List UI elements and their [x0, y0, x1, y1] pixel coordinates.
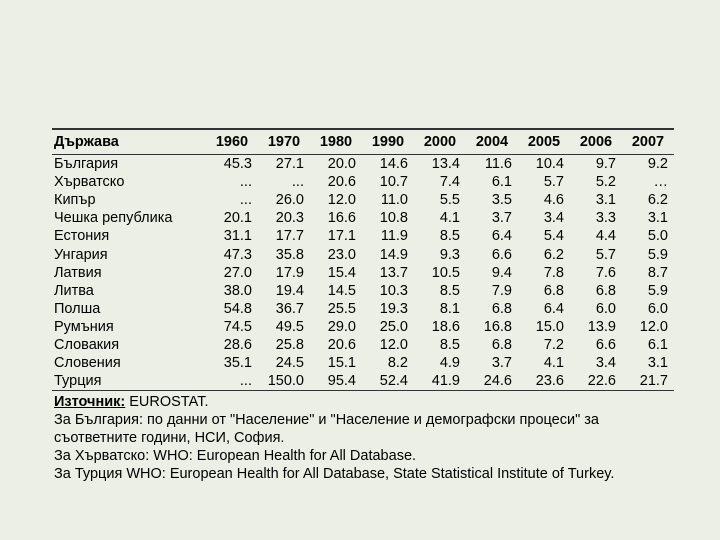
country-cell: Румъния — [54, 318, 114, 335]
value-cell: 8.7 — [647, 264, 668, 281]
value-cell: 11.9 — [380, 228, 408, 245]
value-cell: 24.6 — [483, 373, 512, 390]
value-cell: 45.3 — [223, 156, 252, 173]
value-cell: 24.5 — [275, 355, 304, 372]
value-cell: 6.1 — [647, 336, 668, 353]
value-cell: 5.4 — [543, 228, 564, 245]
value-cell: 3.1 — [647, 210, 668, 227]
table-row — [52, 245, 674, 263]
value-cell: 6.4 — [491, 228, 512, 245]
table-row — [52, 227, 674, 245]
value-cell: 17.9 — [275, 264, 304, 281]
value-cell: 10.5 — [431, 264, 460, 281]
header-year: 1980 — [319, 134, 353, 150]
value-cell: 8.2 — [387, 355, 408, 372]
value-cell: 18.6 — [431, 318, 460, 335]
value-cell: ... — [239, 192, 252, 209]
value-cell: 31.1 — [223, 228, 252, 245]
value-cell: 12.0 — [327, 192, 356, 209]
value-cell: 10.7 — [379, 174, 408, 191]
value-cell: 6.0 — [595, 300, 616, 317]
value-cell: 22.6 — [587, 373, 616, 390]
value-cell: 3.1 — [647, 355, 668, 372]
value-cell: 28.6 — [223, 336, 252, 353]
value-cell: 10.8 — [379, 210, 408, 227]
value-cell: 20.6 — [327, 336, 356, 353]
source-label: Източник: — [54, 394, 126, 411]
table-row — [52, 300, 674, 318]
value-cell: 20.6 — [327, 174, 356, 191]
value-cell: 3.7 — [491, 355, 512, 372]
value-cell: 6.1 — [491, 174, 512, 191]
value-cell: 3.5 — [491, 192, 512, 209]
value-cell: 8.1 — [439, 300, 460, 317]
value-cell: 21.7 — [639, 373, 668, 390]
table-row — [52, 155, 674, 174]
value-cell: 20.0 — [327, 156, 356, 173]
value-cell: 29.0 — [327, 318, 356, 335]
header-year: 2005 — [527, 134, 561, 150]
value-cell: 49.5 — [275, 318, 304, 335]
value-cell: 6.2 — [543, 246, 564, 263]
country-cell: Кипър — [54, 192, 96, 209]
source-text: EUROSTAT. — [125, 394, 209, 411]
value-cell: 16.6 — [327, 210, 356, 227]
value-cell: 4.9 — [439, 355, 460, 372]
value-cell: 7.4 — [439, 174, 460, 191]
value-cell: 27.0 — [223, 264, 252, 281]
value-cell: 14.9 — [379, 246, 408, 263]
value-cell: 14.5 — [327, 282, 356, 299]
value-cell: ... — [239, 373, 252, 390]
data-table — [52, 128, 674, 391]
table-row — [52, 264, 674, 282]
header-year: 2006 — [579, 134, 613, 150]
value-cell: 15.0 — [535, 318, 564, 335]
value-cell: 4.1 — [439, 210, 460, 227]
value-cell: 6.8 — [491, 300, 512, 317]
country-cell: Латвия — [54, 264, 102, 281]
table-header-row — [52, 129, 674, 155]
value-cell: 17.1 — [327, 228, 356, 245]
value-cell: 74.5 — [223, 318, 252, 335]
value-cell: 6.8 — [595, 282, 616, 299]
value-cell: 3.1 — [595, 192, 616, 209]
value-cell: 6.8 — [543, 282, 564, 299]
value-cell: 19.3 — [379, 300, 408, 317]
value-cell: 7.2 — [543, 336, 564, 353]
table-row — [52, 191, 674, 209]
value-cell: 23.0 — [327, 246, 356, 263]
value-cell: 3.3 — [595, 210, 616, 227]
note-bulgaria: За България: по данни от "Население" и "Население и демографски процеси" за съответните години, НСИ, София. — [54, 412, 599, 447]
value-cell: 13.4 — [431, 156, 460, 173]
value-cell: 5.0 — [647, 228, 668, 245]
value-cell: 7.8 — [543, 264, 564, 281]
value-cell: 9.4 — [491, 264, 512, 281]
value-cell: 25.0 — [379, 318, 408, 335]
country-cell: Чешка република — [54, 210, 173, 227]
value-cell: 54.8 — [223, 300, 252, 317]
header-year: 2004 — [475, 134, 509, 150]
value-cell: 6.2 — [647, 192, 668, 209]
value-cell: 3.7 — [491, 210, 512, 227]
value-cell: 8.5 — [439, 282, 460, 299]
header-year: 2000 — [423, 134, 457, 150]
value-cell: 4.6 — [543, 192, 564, 209]
value-cell: 13.7 — [379, 264, 408, 281]
value-cell: 5.9 — [647, 246, 668, 263]
value-cell: 38.0 — [223, 282, 252, 299]
value-cell: 8.5 — [439, 228, 460, 245]
value-cell: 5.5 — [439, 192, 460, 209]
value-cell: 35.1 — [223, 355, 252, 372]
value-cell: 3.4 — [543, 210, 564, 227]
value-cell: 5.9 — [647, 282, 668, 299]
header-year: 2007 — [631, 134, 665, 150]
value-cell: 9.3 — [439, 246, 460, 263]
value-cell: 12.0 — [639, 318, 668, 335]
country-cell: Литва — [54, 282, 94, 299]
value-cell: 9.7 — [595, 156, 616, 173]
table-row — [52, 336, 674, 354]
value-cell: 6.6 — [491, 246, 512, 263]
value-cell: 41.9 — [431, 373, 460, 390]
value-cell: ... — [291, 174, 304, 191]
value-cell: 10.4 — [535, 156, 564, 173]
value-cell: 4.4 — [595, 228, 616, 245]
value-cell: 25.5 — [327, 300, 356, 317]
value-cell: 36.7 — [275, 300, 304, 317]
value-cell: 9.2 — [647, 156, 668, 173]
value-cell: 5.7 — [543, 174, 564, 191]
value-cell: 47.3 — [223, 246, 252, 263]
value-cell: 14.6 — [379, 156, 408, 173]
value-cell: 6.4 — [543, 300, 564, 317]
value-cell: 15.1 — [327, 355, 356, 372]
value-cell: 26.0 — [275, 192, 304, 209]
country-cell: Хърватско — [54, 174, 125, 191]
table-row — [52, 282, 674, 300]
value-cell: 3.4 — [595, 355, 616, 372]
header-year: 1990 — [371, 134, 405, 150]
infant-mortality-table-document — [52, 128, 674, 483]
country-cell: Словакия — [54, 336, 120, 353]
value-cell: 25.8 — [275, 336, 304, 353]
value-cell: ... — [239, 174, 252, 191]
table-notes — [52, 393, 674, 483]
header-year: 1970 — [267, 134, 301, 150]
country-cell: България — [54, 156, 119, 173]
value-cell: 4.1 — [543, 355, 564, 372]
country-cell: Словения — [54, 355, 121, 372]
value-cell: 150.0 — [267, 373, 304, 390]
country-cell: Унгария — [54, 246, 108, 263]
value-cell: 8.5 — [439, 336, 460, 353]
country-cell: Полша — [54, 300, 101, 317]
country-cell: Естония — [54, 228, 110, 245]
value-cell: 20.3 — [275, 210, 304, 227]
value-cell: 19.4 — [275, 282, 304, 299]
value-cell: 13.9 — [587, 318, 616, 335]
value-cell: 16.8 — [483, 318, 512, 335]
table-body — [52, 155, 674, 391]
value-cell: 6.8 — [491, 336, 512, 353]
value-cell: 7.9 — [491, 282, 512, 299]
value-cell: 15.4 — [327, 264, 356, 281]
value-cell: 23.6 — [535, 373, 564, 390]
value-cell: 5.2 — [595, 174, 616, 191]
value-cell: 11.0 — [380, 192, 408, 209]
note-turkey: За Турция WHO: European Health for All Database, State Statistical Institute of Turkey. — [54, 466, 615, 483]
source-line — [54, 393, 674, 411]
value-cell: 5.7 — [595, 246, 616, 263]
table-row — [52, 372, 674, 391]
value-cell: 20.1 — [223, 210, 252, 227]
value-cell: 52.4 — [379, 373, 408, 390]
country-cell: Турция — [54, 373, 102, 390]
value-cell: 27.1 — [275, 156, 304, 173]
value-cell: 95.4 — [327, 373, 356, 390]
value-cell: 35.8 — [275, 246, 304, 263]
table-row — [52, 209, 674, 227]
header-year: 1960 — [215, 134, 249, 150]
table-row — [52, 318, 674, 336]
table-row — [52, 354, 674, 372]
value-cell: 6.0 — [647, 300, 668, 317]
value-cell: 11.6 — [484, 156, 512, 173]
value-cell: 6.6 — [595, 336, 616, 353]
table-row — [52, 173, 674, 191]
value-cell: 12.0 — [379, 336, 408, 353]
header-country: Държава — [54, 134, 119, 150]
value-cell: … — [653, 174, 668, 191]
value-cell: 10.3 — [379, 282, 408, 299]
value-cell: 7.6 — [595, 264, 616, 281]
note-croatia: За Хърватско: WHO: European Health for All Database. — [54, 448, 417, 465]
value-cell: 17.7 — [275, 228, 304, 245]
